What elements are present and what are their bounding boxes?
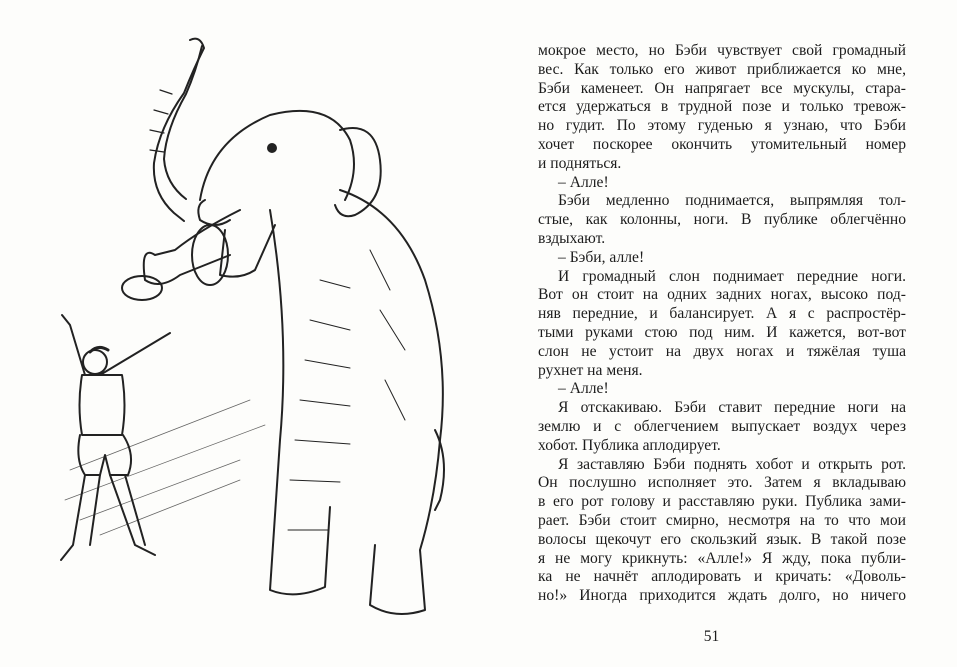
text-line: я не могу крикнуть: «Алле!» Я жду, пока публи-: [538, 549, 906, 567]
text-line: Я заставляю Бэби поднять хобот и открыть рот.: [558, 455, 906, 473]
text-line: волосы щекочут его скользкий язык. В такой позе: [538, 530, 906, 548]
text-line: ка не начнёт аплодировать и кричать: «Доволь-: [538, 568, 906, 586]
text-line: Бэби каменеет. Он напрягает все мускулы, стара-: [538, 79, 906, 97]
text-line: няв передние, и балансирует. А я с распростёр-: [538, 305, 906, 323]
text-line: Бэби медленно поднимается, выпрямляя тол-: [558, 192, 906, 210]
text-line: в его рот голову и расставляю руки. Публика зами-: [538, 493, 906, 511]
elephant-trainer-illustration: [40, 30, 480, 630]
dialogue-line: – Алле!: [558, 173, 609, 191]
dialogue-line: – Алле!: [558, 380, 609, 398]
elephant-drawing: [122, 39, 444, 614]
text-line: но!» Иногда приходится ждать долго, но ничего: [538, 587, 906, 605]
text-line: И громадный слон поднимает передние ноги.: [558, 267, 906, 285]
text-line: рает. Бэби стоит смирно, несмотря на то что мои: [538, 511, 906, 529]
text-line: но гудит. По этому гуденью я узнаю, что Бэби: [538, 117, 906, 135]
text-line: хочет поскорее окончить утомительный номер: [538, 135, 906, 153]
text-line: и подняться.: [538, 154, 622, 172]
dialogue-line: – Бэби, алле!: [558, 248, 645, 266]
text-line: хобот. Публика аплодирует.: [538, 436, 721, 454]
text-line: Я отскакиваю. Бэби ставит передние ноги на: [558, 399, 906, 417]
text-line: Он послушно исполняет это. Затем я вкладываю: [538, 474, 906, 492]
text-line: слон не устоит на двух ногах и тяжёлая туша: [538, 342, 906, 360]
text-line: рухнет на меня.: [538, 361, 643, 379]
trainer-drawing: [61, 315, 265, 560]
text-line: мокрое место, но Бэби чувствует свой громадный: [538, 42, 906, 59]
text-line: вздыхают.: [538, 229, 606, 247]
page-text: [538, 42, 906, 606]
text-line: ется удержаться в трудной позе и только тревож-: [538, 98, 906, 116]
text-line: Вот он стоит на одних задних ногах, высоко под-: [538, 286, 906, 304]
page-number: 51: [703, 628, 720, 645]
text-line: вес. Как только его живот приближается ко мне,: [538, 60, 906, 78]
text-line: стые, как колонны, ноги. В публике облегчённо: [538, 211, 906, 229]
text-line: землю и с облегчением выпускает воздух через: [538, 417, 906, 435]
text-line: тыми руками стою под ним. И кажется, вот-вот: [538, 323, 906, 341]
